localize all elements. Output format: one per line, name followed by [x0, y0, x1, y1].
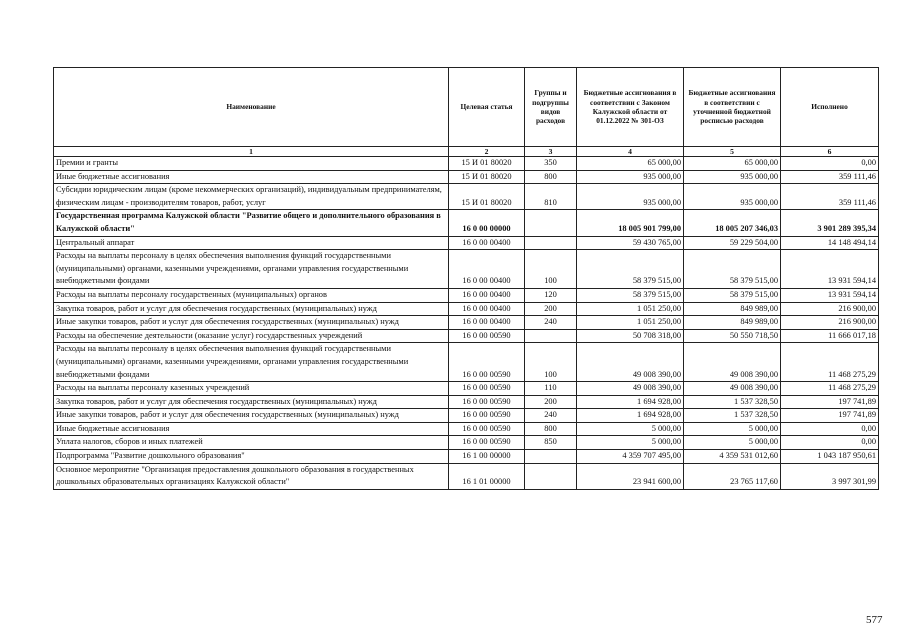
cell-group: 100	[525, 343, 577, 382]
cell-law: 58 379 515,00	[577, 288, 684, 302]
cell-executed: 3 997 301,99	[781, 463, 879, 489]
cell-target: 16 1 00 00000	[449, 450, 525, 464]
cell-group: 200	[525, 395, 577, 409]
cell-executed: 0,00	[781, 157, 879, 171]
header-group: Группы и подгруппы видов расходов	[525, 68, 577, 147]
cell-law: 4 359 707 495,00	[577, 450, 684, 464]
cell-name: Уплата налогов, сборов и иных платежей	[54, 436, 449, 450]
cell-name: Закупка товаров, работ и услуг для обеспечения государственных (муниципальных) нужд	[54, 395, 449, 409]
cell-law: 5 000,00	[577, 436, 684, 450]
cell-target: 16 0 00 00590	[449, 436, 525, 450]
cell-law: 65 000,00	[577, 157, 684, 171]
cell-name: Иные закупки товаров, работ и услуг для обеспечения государственных (муниципальных) нужд	[54, 409, 449, 423]
cell-group	[525, 450, 577, 464]
column-number: 6	[781, 147, 879, 157]
cell-target: 15 И 01 80020	[449, 184, 525, 210]
cell-executed: 0,00	[781, 436, 879, 450]
cell-target: 16 1 01 00000	[449, 463, 525, 489]
cell-executed: 11 468 275,29	[781, 343, 879, 382]
cell-executed: 11 666 017,18	[781, 329, 879, 343]
cell-executed: 13 931 594,14	[781, 288, 879, 302]
cell-law: 18 005 901 799,00	[577, 210, 684, 236]
cell-refined: 59 229 504,00	[684, 236, 781, 250]
cell-target: 16 0 00 00590	[449, 382, 525, 396]
cell-executed: 1 043 187 950,61	[781, 450, 879, 464]
cell-law: 50 708 318,00	[577, 329, 684, 343]
cell-group: 200	[525, 302, 577, 316]
cell-refined: 58 379 515,00	[684, 288, 781, 302]
table-row	[54, 316, 879, 330]
cell-target: 16 0 00 00590	[449, 343, 525, 382]
cell-law: 1 051 250,00	[577, 316, 684, 330]
cell-executed: 197 741,89	[781, 409, 879, 423]
table-row	[54, 422, 879, 436]
column-number: 3	[525, 147, 577, 157]
cell-refined: 18 005 207 346,03	[684, 210, 781, 236]
cell-name: Государственная программа Калужской области "Развитие общего и дополнительного образования в Калужской области"	[54, 210, 449, 236]
cell-group: 350	[525, 157, 577, 171]
cell-target: 16 0 00 00400	[449, 250, 525, 289]
cell-name: Расходы на выплаты персоналу казенных учреждений	[54, 382, 449, 396]
cell-target: 16 0 00 00590	[449, 422, 525, 436]
table-row	[54, 409, 879, 423]
cell-law: 1 694 928,00	[577, 395, 684, 409]
cell-refined: 49 008 390,00	[684, 382, 781, 396]
table-row	[54, 395, 879, 409]
cell-name: Закупка товаров, работ и услуг для обеспечения государственных (муниципальных) нужд	[54, 302, 449, 316]
cell-executed: 0,00	[781, 422, 879, 436]
cell-name: Расходы на выплаты персоналу в целях обеспечения выполнения функций государственными (муниципальными) органами, казенными учреждениями, органами управления государственными внебюджетными фондами	[54, 250, 449, 289]
cell-name: Подпрограмма "Развитие дошкольного образования"	[54, 450, 449, 464]
cell-target: 16 0 00 00590	[449, 395, 525, 409]
table-row	[54, 288, 879, 302]
cell-refined: 5 000,00	[684, 422, 781, 436]
cell-law: 58 379 515,00	[577, 250, 684, 289]
cell-executed: 359 111,46	[781, 170, 879, 184]
cell-target: 15 И 01 80020	[449, 170, 525, 184]
cell-name: Иные бюджетные ассигнования	[54, 170, 449, 184]
cell-name: Центральный аппарат	[54, 236, 449, 250]
cell-target: 16 0 00 00400	[449, 236, 525, 250]
cell-refined: 935 000,00	[684, 184, 781, 210]
cell-group: 810	[525, 184, 577, 210]
cell-refined: 58 379 515,00	[684, 250, 781, 289]
cell-target: 16 0 00 00400	[449, 302, 525, 316]
cell-executed: 359 111,46	[781, 184, 879, 210]
cell-name: Расходы на выплаты персоналу государственных (муниципальных) органов	[54, 288, 449, 302]
table-body	[54, 157, 879, 490]
cell-target: 16 0 00 00000	[449, 210, 525, 236]
cell-law: 23 941 600,00	[577, 463, 684, 489]
cell-refined: 935 000,00	[684, 170, 781, 184]
header-law: Бюджетные ассигнования в соответствии с Законом Калужской области от 01.12.2022 № 301-ОЗ	[577, 68, 684, 147]
cell-law: 5 000,00	[577, 422, 684, 436]
cell-refined: 1 537 328,50	[684, 409, 781, 423]
cell-executed: 3 901 289 395,34	[781, 210, 879, 236]
table-row	[54, 382, 879, 396]
table-row	[54, 450, 879, 464]
table-row	[54, 236, 879, 250]
header-target: Целевая статья	[449, 68, 525, 147]
cell-executed: 197 741,89	[781, 395, 879, 409]
cell-target: 15 И 01 80020	[449, 157, 525, 171]
cell-law: 1 694 928,00	[577, 409, 684, 423]
cell-group: 100	[525, 250, 577, 289]
cell-refined: 1 537 328,50	[684, 395, 781, 409]
cell-name: Иные бюджетные ассигнования	[54, 422, 449, 436]
cell-refined: 849 989,00	[684, 316, 781, 330]
cell-target: 16 0 00 00590	[449, 409, 525, 423]
cell-name: Расходы на выплаты персоналу в целях обеспечения выполнения функций государственными (муниципальными) органами, казенными учреждениями, органами управления государственными внебюджетными фондами	[54, 343, 449, 382]
cell-group: 240	[525, 409, 577, 423]
cell-group: 120	[525, 288, 577, 302]
budget-table	[53, 67, 879, 490]
page-number: 577	[866, 614, 883, 626]
header-row	[54, 68, 879, 147]
cell-group	[525, 463, 577, 489]
cell-group: 240	[525, 316, 577, 330]
table-row	[54, 157, 879, 171]
cell-law: 49 008 390,00	[577, 343, 684, 382]
cell-refined: 849 989,00	[684, 302, 781, 316]
cell-law: 1 051 250,00	[577, 302, 684, 316]
cell-name: Субсидии юридическим лицам (кроме некоммерческих организаций), индивидуальным предпринимателям, физическим лицам - производителям товаров, работ, услуг	[54, 184, 449, 210]
column-number: 4	[577, 147, 684, 157]
column-number: 5	[684, 147, 781, 157]
cell-law: 49 008 390,00	[577, 382, 684, 396]
cell-group	[525, 210, 577, 236]
cell-group: 850	[525, 436, 577, 450]
cell-target: 16 0 00 00590	[449, 329, 525, 343]
column-number-row	[54, 147, 879, 157]
cell-refined: 23 765 117,60	[684, 463, 781, 489]
cell-target: 16 0 00 00400	[449, 316, 525, 330]
cell-group	[525, 329, 577, 343]
table-row	[54, 302, 879, 316]
cell-executed: 14 148 494,14	[781, 236, 879, 250]
column-number: 1	[54, 147, 449, 157]
cell-refined: 50 550 718,50	[684, 329, 781, 343]
cell-law: 935 000,00	[577, 184, 684, 210]
cell-executed: 13 931 594,14	[781, 250, 879, 289]
cell-refined: 65 000,00	[684, 157, 781, 171]
cell-refined: 4 359 531 012,60	[684, 450, 781, 464]
table-row	[54, 210, 879, 236]
header-executed: Исполнено	[781, 68, 879, 147]
table-row	[54, 343, 879, 382]
table-row	[54, 463, 879, 489]
cell-name: Основное мероприятие "Организация предоставления дошкольного образования в государственных дошкольных образовательных организациях Калужской области"	[54, 463, 449, 489]
cell-refined: 5 000,00	[684, 436, 781, 450]
cell-target: 16 0 00 00400	[449, 288, 525, 302]
cell-group: 800	[525, 170, 577, 184]
cell-name: Расходы на обеспечение деятельности (оказание услуг) государственных учреждений	[54, 329, 449, 343]
cell-law: 59 430 765,00	[577, 236, 684, 250]
column-number: 2	[449, 147, 525, 157]
cell-executed: 216 900,00	[781, 316, 879, 330]
cell-group	[525, 236, 577, 250]
cell-name: Премии и гранты	[54, 157, 449, 171]
table-row	[54, 170, 879, 184]
table-row	[54, 184, 879, 210]
cell-group: 800	[525, 422, 577, 436]
cell-executed: 11 468 275,29	[781, 382, 879, 396]
table-row	[54, 329, 879, 343]
header-refined: Бюджетные ассигнования в соответствии с уточненной бюджетной росписью расходов	[684, 68, 781, 147]
cell-refined: 49 008 390,00	[684, 343, 781, 382]
table-row	[54, 250, 879, 289]
cell-name: Иные закупки товаров, работ и услуг для обеспечения государственных (муниципальных) нужд	[54, 316, 449, 330]
cell-group: 110	[525, 382, 577, 396]
table-row	[54, 436, 879, 450]
cell-executed: 216 900,00	[781, 302, 879, 316]
header-name: Наименование	[54, 68, 449, 147]
cell-law: 935 000,00	[577, 170, 684, 184]
